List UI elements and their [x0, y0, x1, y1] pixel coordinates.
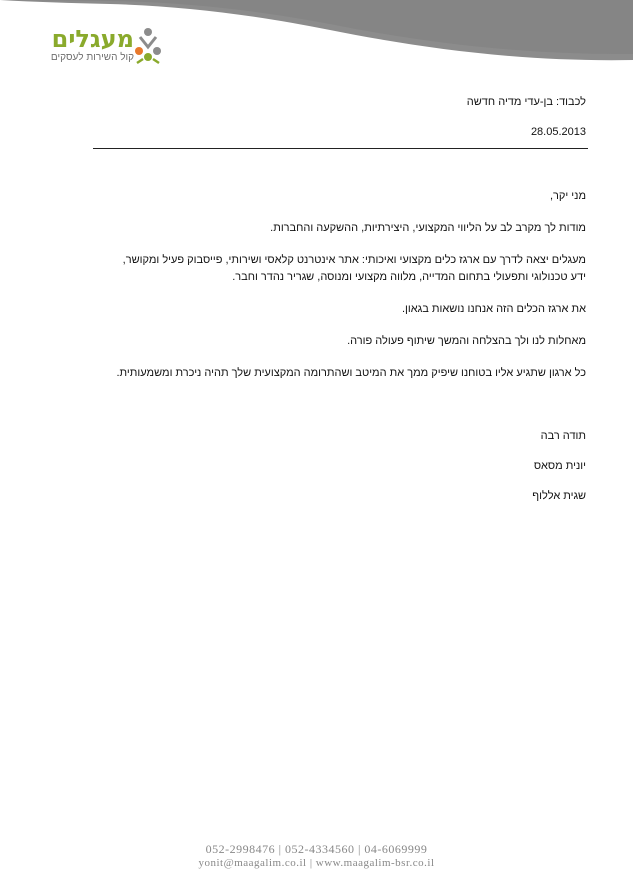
brand-tagline: קול השירות לעסקים	[50, 52, 134, 63]
people-figure-icon	[134, 27, 162, 67]
letter-date: 28.05.2013	[530, 126, 586, 138]
letter-paragraph: את ארגז הכלים הזה אנחנו נושאות בגאון.	[401, 303, 586, 315]
footer-contact: yonit@maagalim.co.il | www.maagalim-bsr.co.il	[198, 857, 435, 869]
addressee-line: לכבוד: בן-עדי מדיה חדשה	[466, 96, 586, 108]
letter-paragraph: מעגלים יצאה לדרך עם ארגז כלים מקצועי ואיכותי: אתר אינטרנט קלאסי ושירותי, פייסבוק פעיל ומקושר, ידע טכנולוגי ותפעולי בתחום המדייה, מלווה מקצועי ומנוסה, שגריר נהדר וחבר.	[122, 254, 586, 283]
signer-name: שגית אללוף	[532, 490, 586, 502]
brand-logo	[22, 25, 162, 70]
signoff	[532, 428, 586, 518]
closing-line: תודה רבה	[540, 430, 586, 442]
brand-name: מעגלים	[51, 25, 134, 53]
footer-phones: 052-2998476 | 052-4334560 | 04-6069999	[205, 842, 428, 856]
signer-name: יונית מסאס	[533, 460, 586, 472]
greeting: מני יקר,	[549, 190, 586, 202]
letter-paragraph: כל ארגון שתגיע אליו בטוחנו שיפיק ממך את המיטב ושהתרומה המקצועית שלך תהיה ניכרת ומשמעותית.	[116, 367, 586, 379]
letter-paragraph: מאחלות לנו ולך בהצלחה והמשך שיתוף פעולה פורה.	[347, 335, 586, 347]
header-divider	[93, 148, 588, 149]
letter-body	[106, 188, 586, 397]
letter-paragraph: מודות לך מקרב לב על הליווי המקצועי, היצירתיות, ההשקעה והחברות.	[270, 222, 586, 234]
